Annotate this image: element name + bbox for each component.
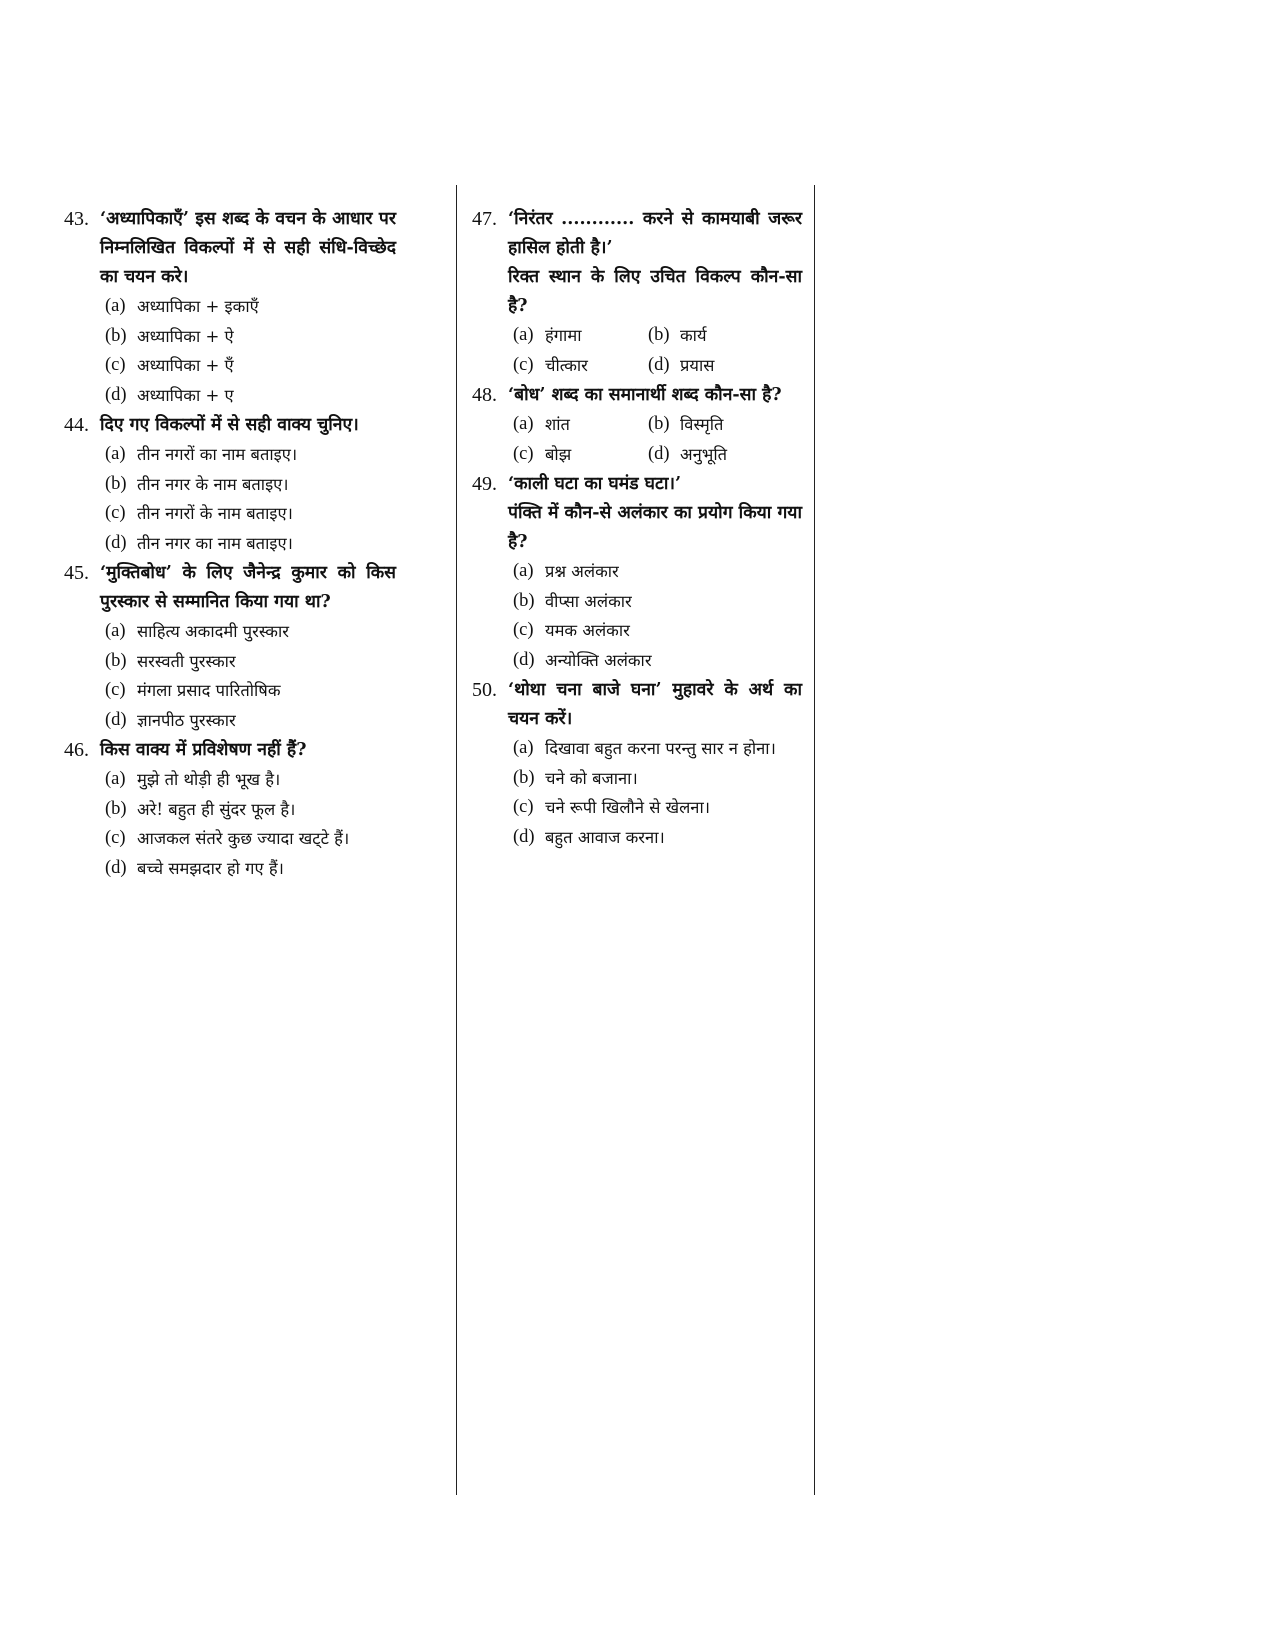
option-c[interactable] [513,793,802,823]
option-c[interactable] [513,351,648,381]
option-label: (b) [648,414,670,434]
option-a[interactable] [105,617,396,647]
question-number: 49. [472,473,497,495]
option-c[interactable] [513,440,648,470]
option-label: (c) [105,680,126,700]
option-text: अध्यापिका + ऐ [137,326,234,346]
option-text: ज्ञानपीठ पुरस्कार [137,710,236,730]
option-label: (b) [105,325,127,346]
option-text: हंगामा [545,326,582,345]
option-label: (b) [648,325,670,345]
option-label: (d) [105,857,127,878]
option-label: (b) [105,798,127,819]
option-b[interactable] [105,795,396,825]
question-50 [472,676,802,852]
options-list [64,765,396,883]
option-text: तीन नगरों के नाम बताइए। [137,504,293,523]
option-text: अध्यापिका + इकाएँ [137,297,259,316]
option-label: (b) [513,590,535,611]
option-label: (a) [513,561,534,581]
option-d[interactable] [105,529,396,559]
option-text: तीन नगर का नाम बताइए। [137,533,293,553]
column-divider-right [814,185,815,1495]
option-label: (c) [105,828,126,848]
option-d[interactable] [513,646,802,676]
option-text: बच्चे समझदार हो गए हैं। [137,858,284,878]
option-a[interactable] [105,440,396,470]
option-text: साहित्य अकादमी पुरस्कार [137,622,289,641]
option-text: बोझ [545,444,572,464]
option-a[interactable] [105,765,396,795]
option-label: (b) [105,473,127,494]
option-label: (d) [105,384,127,405]
option-a[interactable] [513,557,802,587]
option-b[interactable] [513,764,802,794]
option-label: (b) [513,767,535,788]
options-list [64,292,396,410]
option-label: (c) [513,620,534,640]
question-text: ‘निरंतर ............ करने से कामयाबी जरूर हासिल होती है।’ रिक्त स्थान के लिए उचित विकल्प कौन-सा है? [508,209,802,316]
option-d[interactable] [105,854,396,884]
question-text: ‘बोध’ शब्द का समानार्थी शब्द कौन-सा है? [508,385,782,405]
question-number: 50. [472,679,497,701]
option-text: कार्य [680,326,707,345]
option-a[interactable] [513,321,648,351]
option-label: (d) [513,826,535,847]
options-list [64,617,396,735]
question-47 [472,205,802,380]
option-label: (c) [513,797,534,817]
option-label: (d) [513,649,535,670]
question-48 [472,381,802,469]
option-b[interactable] [648,410,783,440]
question-text: ‘मुक्तिबोध’ के लिए जैनेन्द्र कुमार को किस पुरस्कार से सम्मानित किया गया था? [100,563,396,612]
option-text: वीप्सा अलंकार [545,591,632,611]
option-text: विस्मृति [680,415,724,434]
option-text: तीन नगरों का नाम बताइए। [137,445,298,464]
option-text: चने रूपी खिलौने से खेलना। [545,798,710,817]
question-text: ‘थोथा चना बाजे घना’ मुहावरे के अर्थ का चयन करें। [508,680,802,729]
option-label: (c) [105,355,126,375]
question-44 [64,411,396,558]
option-text: अरे! बहुत ही सुंदर फूल है। [137,799,296,819]
option-d[interactable] [648,440,783,470]
question-number: 46. [64,739,89,761]
option-label: (c) [513,354,534,375]
right-column [472,205,802,853]
option-label: (b) [105,650,127,671]
option-text: शांत [545,415,570,434]
option-text: मंगला प्रसाद पारितोषिक [137,681,281,700]
question-43 [64,205,396,410]
option-b[interactable] [105,470,396,500]
options-list [472,410,802,469]
option-text: अध्यापिका + एँ [137,356,234,375]
option-b[interactable] [105,322,396,352]
option-d[interactable] [105,381,396,411]
option-d[interactable] [648,351,783,381]
option-label: (a) [105,444,126,464]
option-label: (a) [513,738,534,758]
option-label: (a) [105,621,126,641]
question-text: ‘अध्यापिकाएँ’ इस शब्द के वचन के आधार पर निम्नलिखित विकल्पों में से सही संधि-विच्छेद का चयन करे। [100,209,396,287]
option-text: यमक अलंकार [545,621,630,640]
option-label: (d) [105,532,127,553]
option-c[interactable] [105,499,396,529]
option-d[interactable] [105,706,396,736]
question-number: 48. [472,384,497,406]
option-a[interactable] [513,410,648,440]
option-b[interactable] [513,587,802,617]
option-text: सरस्वती पुरस्कार [137,651,236,671]
option-text: चने को बजाना। [545,768,638,788]
option-text: आजकल संतरे कुछ ज्यादा खट्‌टे हैं। [137,829,350,848]
option-text: अनुभूति [680,444,728,464]
option-label: (a) [105,769,126,789]
option-c[interactable] [105,351,396,381]
option-c[interactable] [105,676,396,706]
options-list [472,734,802,852]
option-text: मुझे तो थोड़ी ही भूख है। [137,770,281,789]
question-49 [472,470,802,675]
question-text: ‘काली घटा का घमंड घटा।’ पंक्ति में कौन-से अलंकार का प्रयोग किया गया है? [508,474,802,552]
option-b[interactable] [648,321,783,351]
option-text: अन्योक्ति अलंकार [545,650,652,670]
question-45 [64,559,396,735]
option-text: तीन नगर के नाम बताइए। [137,474,289,494]
option-c[interactable] [105,824,396,854]
question-number: 45. [64,562,89,584]
option-text: बहुत आवाज करना। [545,827,665,847]
option-label: (a) [105,296,126,316]
option-label: (d) [105,709,127,730]
option-c[interactable] [513,616,802,646]
options-list [64,440,396,558]
option-d[interactable] [513,823,802,853]
option-text: प्रयास [680,355,715,375]
option-label: (d) [648,354,670,375]
column-divider-left [456,185,457,1495]
left-column [64,205,396,884]
option-a[interactable] [513,734,802,764]
question-number: 43. [64,208,89,230]
option-b[interactable] [105,647,396,677]
option-label: (a) [513,414,534,434]
option-text: दिखावा बहुत करना परन्तु सार न होना। [545,739,776,758]
option-text: चीत्कार [545,355,588,375]
question-text: किस वाक्य में प्रविशेषण नहीं हैं? [100,740,307,760]
question-text: दिए गए विकल्पों में से सही वाक्य चुनिए। [100,415,359,435]
options-list [472,557,802,675]
option-label: (a) [513,325,534,345]
question-number: 44. [64,414,89,436]
option-label: (c) [105,503,126,523]
option-a[interactable] [105,292,396,322]
question-46 [64,736,396,883]
option-label: (d) [648,443,670,464]
options-list [472,321,802,380]
option-text: अध्यापिका + ए [137,385,234,405]
option-label: (c) [513,443,534,464]
option-text: प्रश्न अलंकार [545,562,619,581]
question-number: 47. [472,208,497,230]
